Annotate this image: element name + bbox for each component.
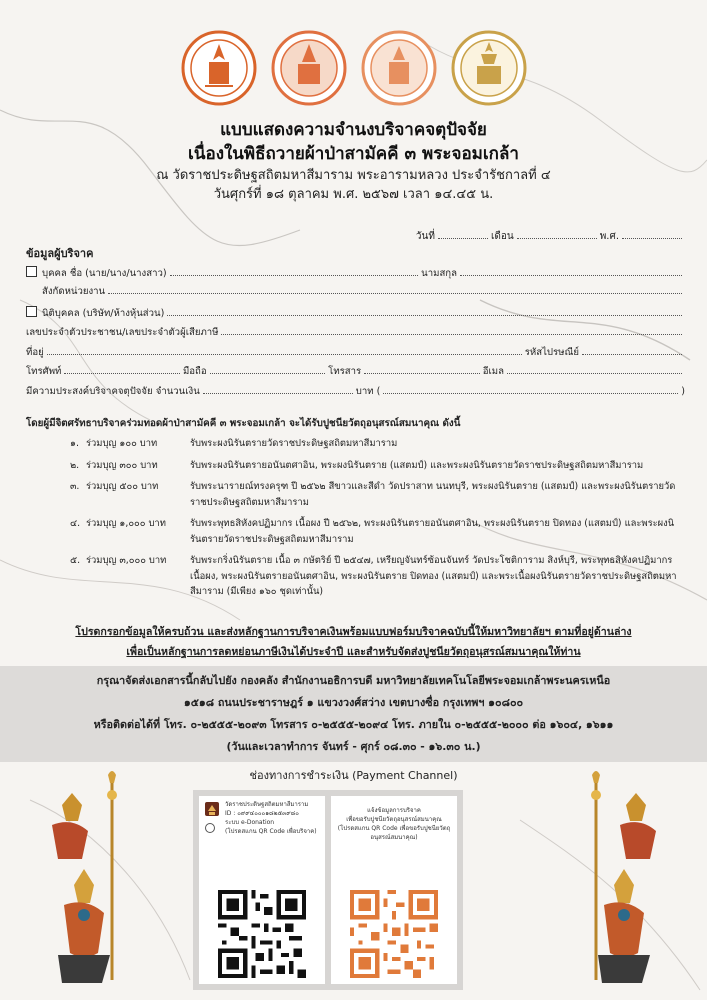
donation-card-text: วัดราชประดิษฐสถิตมหาสีมาราม ID : ๐๙๙๔๐๐๐๑๘๒๕๓๙๘๐ ระบบ e-Donation (โปรดสแกน QR Code เพื่อบริจาค) (225, 801, 317, 835)
contact-line-2: ๑๕๑๘ ถนนประชาราษฎร์ ๑ แขวงวงศ์สว่าง เขตบางซื่อ กรุงเทพฯ ๑๐๘๐๐ (183, 696, 524, 709)
benefits-list (70, 436, 677, 606)
address-field[interactable] (47, 346, 522, 355)
list-item: ๓. ร่วมบุญ ๕๐๐ บาท รับพระนารายณ์ทรงครุฑ ปี ๒๕๖๒ สีขาวและสีดำ วัดปราสาท นนทบุรี, พระผงนิรันตราย (แสตมป์) และพระผงนิรันตรายวัดราชประดิษฐสถิตมหาสีมาราม (70, 481, 676, 508)
seal-icon (361, 30, 437, 106)
mobile-field[interactable] (210, 365, 326, 374)
donation-qr-card[interactable] (199, 796, 325, 984)
guardian-figure-right-icon (540, 765, 670, 995)
affiliation-row: สังกัดหน่วยงาน (42, 284, 685, 299)
seal-icon (271, 30, 347, 106)
year-field[interactable] (622, 230, 682, 239)
payment-title: ช่องทางการชำระเงิน (Payment Channel) (249, 769, 458, 782)
fax-field[interactable] (364, 365, 480, 374)
donor-section-title: ข้อมูลผู้บริจาค (26, 247, 94, 260)
title-line-2: เนื่องในพิธีถวายผ้าป่าสามัคคี ๓ พระจอมเกล้า (188, 144, 519, 164)
guardian-figure-left-icon (38, 765, 168, 995)
registration-card-text: แจ้งข้อมูลการบริจาค เพื่อขอรับปูชนียวัตถุอนุสรณ์สมนาคุณ (โปรดสแกน QR Code เพื่อขอรับปูชนียวัตถุอนุสรณ์สมนาคุณ) (337, 807, 451, 841)
registration-qr-code-icon[interactable] (350, 890, 438, 978)
subtitle-line-1: ณ วัดราชประดิษฐสถิตมหาสีมาราม พระอารามหลวง ประจำรัชกาลที่ ๔ (156, 168, 551, 183)
contact-line-4: (วันและเวลาทำการ จันทร์ - ศุกร์ ๐๘.๓๐ - ๑๖.๓๐ น.) (226, 740, 481, 753)
affiliation-field[interactable] (108, 285, 682, 294)
benefits-heading: โดยผู้มีจิตศรัทธาบริจาคร่วมทอดผ้าป่าสามัคคี ๓ พระจอมเกล้า จะได้รับปูชนียวัตถุอนุสรณ์สมนาคุณ ดังนี้ (26, 418, 461, 429)
amount-row: มีความประสงค์บริจาคจตุปัจจัย จำนวนเงิน บาท ( ) (26, 386, 685, 397)
day-field[interactable] (438, 230, 488, 239)
date-line: วันที่ เดือน พ.ศ. (416, 229, 685, 244)
list-item: ๕. ร่วมบุญ ๓,๐๐๐ บาท รับพระกริ่งนิรันตราย เนื้อ ๓ กษัตริย์ ปี ๒๕๔๗, เหรียญจันทร์ซ้อนจันทร์ วัดประโชติการาม สิงห์บุรี, พระพุทธสิหังคปฏิมากร เนื้อผง, พระผงนิรันตรายอนันตศาอิน, พระผงนิรันตราย ปิดทอง (แสตมป์) และพระเนื้อผงนิรันตรายวัดราชประดิษฐสถิตมหาสีมาราม (มีเพียง ๑๖๐ ชุดเท่านั้น) (70, 555, 677, 597)
temple-logo-icon (205, 802, 219, 816)
title-line-1: แบบแสดงความจำนงบริจาคจตุปัจจัย (220, 120, 487, 140)
person-checkbox[interactable] (26, 266, 37, 277)
notice-line-2: เพื่อเป็นหลักฐานการลดหย่อนภาษีเงินได้ประจำปี และสำหรับจัดส่งปูชนียวัตถุอนุสรณ์สมนาคุณให้ท่าน (126, 646, 581, 658)
contact-band (0, 666, 707, 762)
registration-qr-card[interactable] (331, 796, 457, 984)
postcode-field[interactable] (582, 346, 682, 355)
phone-field[interactable] (64, 365, 180, 374)
taxid-row: เลขประจำตัวประชาชน/เลขประจำตัวผู้เสียภาษี (26, 325, 685, 340)
juristic-row: นิติบุคคล (บริษัท/ห้างหุ้นส่วน) (26, 305, 685, 321)
list-item: ๔. ร่วมบุญ ๑,๐๐๐ บาท รับพระพุทธสิหังคปฏิมากร เนื้อผง ปี ๒๕๖๒, พระผงนิรันตรายอนันตศาอิน, พระผงนิรันตราย ปิดทอง (แสตมป์) และพระผงนิรันตรายวัดราชประดิษฐสถิตมหาสีมาราม (70, 518, 675, 545)
address-row: ที่อยู่ รหัสไปรษณีย์ (26, 345, 685, 360)
list-item: ๑. ร่วมบุญ ๑๐๐ บาท รับพระผงนิรันตรายวัดราชประดิษฐสถิตมหาสีมาราม (70, 438, 398, 449)
month-field[interactable] (517, 230, 597, 239)
payment-panel (193, 790, 463, 990)
list-item: ๒. ร่วมบุญ ๓๐๐ บาท รับพระผงนิรันตรายอนันตศาอิน, พระผงนิรันตราย (แสตมป์) และพระผงนิรันตรายวัดราชประดิษฐสถิตมหาสีมาราม (70, 459, 644, 471)
juristic-checkbox[interactable] (26, 306, 37, 317)
seal-icon (181, 30, 257, 106)
form-title (0, 118, 707, 204)
notice-line-1: โปรดกรอกข้อมูลให้ครบถ้วน และส่งหลักฐานการบริจาคเงินพร้อมแบบฟอร์มบริจาคฉบับนี้ให้มหาวิทยาลัยฯ ตามที่อยู่ด้านล่าง (75, 626, 632, 638)
donation-qr-code-icon[interactable] (218, 890, 306, 978)
juristic-name-field[interactable] (167, 307, 682, 316)
radio-icon[interactable] (205, 823, 215, 833)
subtitle-line-2: วันศุกร์ที่ ๑๘ ตุลาคม พ.ศ. ๒๕๖๗ เวลา ๑๔.๔๕ น. (213, 187, 494, 202)
contact-row: โทรศัพท์ มือถือ โทรสาร อีเมล (26, 364, 685, 379)
taxid-field[interactable] (221, 326, 682, 335)
name-field[interactable] (170, 267, 419, 276)
amount-field[interactable] (203, 385, 353, 394)
contact-line-3: หรือติดต่อได้ที่ โทร. ๐-๒๕๕๕-๒๐๙๓ โทรสาร ๐-๒๕๕๕-๒๐๙๔ โทร. ภายใน ๐-๒๕๕๕-๒๐๐๐ ต่อ ๑๖๐๔, ๑๖๑๑ (93, 718, 614, 731)
surname-field[interactable] (460, 267, 682, 276)
email-field[interactable] (507, 365, 682, 374)
institution-seals (0, 30, 707, 106)
submission-notice (0, 622, 707, 662)
seal-icon (451, 30, 527, 106)
amount-text-field[interactable] (383, 385, 678, 394)
contact-line-1: กรุณาจัดส่งเอกสารนี้กลับไปยัง กองคลัง สำนักงานอธิการบดี มหาวิทยาลัยเทคโนโลยีพระจอมเกล้าพระนครเหนือ (96, 674, 611, 687)
person-row: บุคคล ชื่อ (นาย/นาง/นางสาว) นามสกุล (26, 265, 685, 281)
